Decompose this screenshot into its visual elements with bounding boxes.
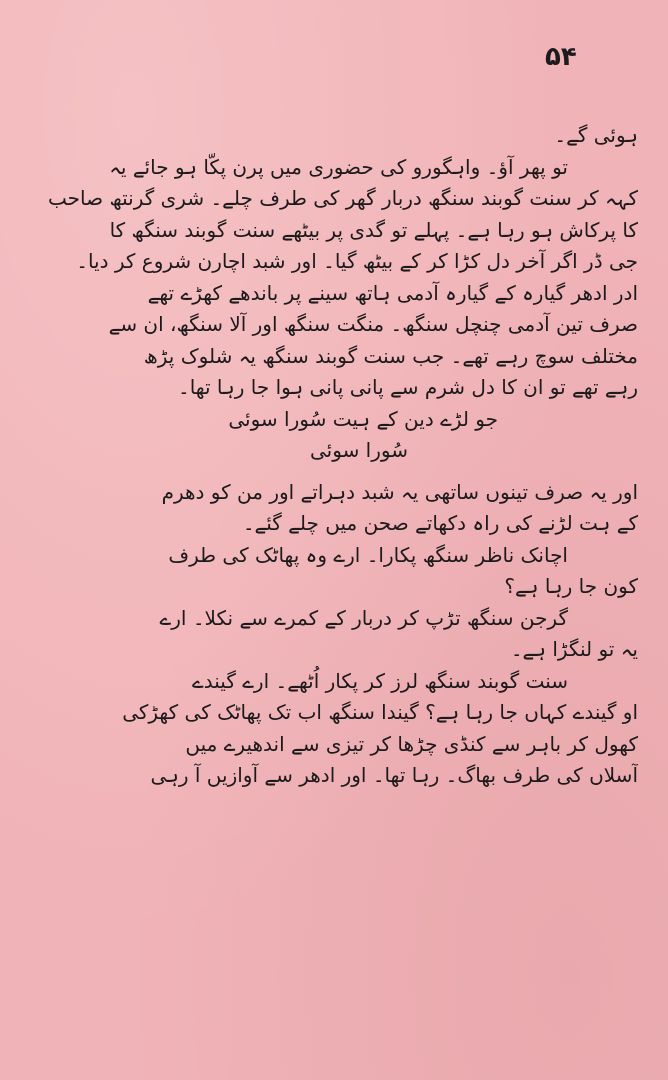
text-line: ہوئی گے۔ <box>554 123 638 147</box>
text-line: کون جا رہا ہے؟ <box>504 574 638 598</box>
page-number: ۵۴ <box>545 42 577 72</box>
text-line: تو پھر آؤ۔ واہگورو کی حضوری میں پرن پکّا ہو جائے یہ <box>109 154 568 179</box>
text-line: اچانک ناظر سنگھ پکارا۔ ارے وہ پھاٹک کی طرف <box>168 542 568 567</box>
urdu-text-block <box>30 120 638 792</box>
text-line: صرف تین آدمی چنچل سنگھ۔ منگت سنگھ اور آلا سنگھ، ان سے <box>108 312 638 336</box>
text-line: جی ڈر اگر آخر دل کڑا کر کے بیٹھ گیا۔ اور شبد اچارن شروع کر دیا۔ <box>76 249 638 273</box>
text-line: گرجن سنگھ تڑپ کر دربار کے کمرے سے نکلا۔ ارے <box>159 605 568 630</box>
text-line: کا پرکاش ہو رہا ہے۔ پہلے تو گدی پر بیٹھے سنت گوبند سنگھ کا <box>109 217 638 242</box>
text-line: کھول کر باہر سے کنڈی چڑھا کر تیزی سے اندھیرے میں <box>185 731 638 756</box>
verse-line: سُورا سوئی <box>310 438 408 462</box>
text-line: سنت گوبند سنگھ لرز کر پکار اُٹھے۔ ارے گیندے <box>192 668 568 693</box>
text-line: اور یہ صرف تینوں ساتھی یہ شبد دہراتے اور من کو دھرم <box>161 479 638 504</box>
text-line: رہے تھے تو ان کا دل شرم سے پانی پانی ہوا جا رہا تھا۔ <box>177 375 638 399</box>
text-line: کے ہت لڑنے کی راہ دکھاتے صحن میں چلے گئے۔ <box>242 511 638 535</box>
text-line: آسلاں کی طرف بھاگ۔ رہا تھا۔ اور ادھر سے آوازیں آ رہی <box>150 763 638 787</box>
paragraph-gap <box>30 467 638 477</box>
text-line: او گیندے کہاں جا رہا ہے؟ گیندا سنگھ اب تک پھاٹک کی کھڑکی <box>122 700 638 724</box>
text-line: ادر ادھر گیارہ کے گیارہ آدمی ہاتھ سینے پر باندھے کھڑے تھے <box>147 280 638 305</box>
verse-line: جو لڑے دین کے ہیت سُورا سوئی <box>228 406 498 431</box>
text-line: مختلف سوچ رہے تھے۔ جب سنت گوبند سنگھ یہ شلوک پڑھ <box>143 343 638 368</box>
text-line: یہ تو لنگڑا ہے۔ <box>510 637 638 661</box>
text-line: کہہ کر سنت گوبند سنگھ دربار گھر کی طرف چلے۔ شری گرنتھ صاحب <box>48 186 638 210</box>
